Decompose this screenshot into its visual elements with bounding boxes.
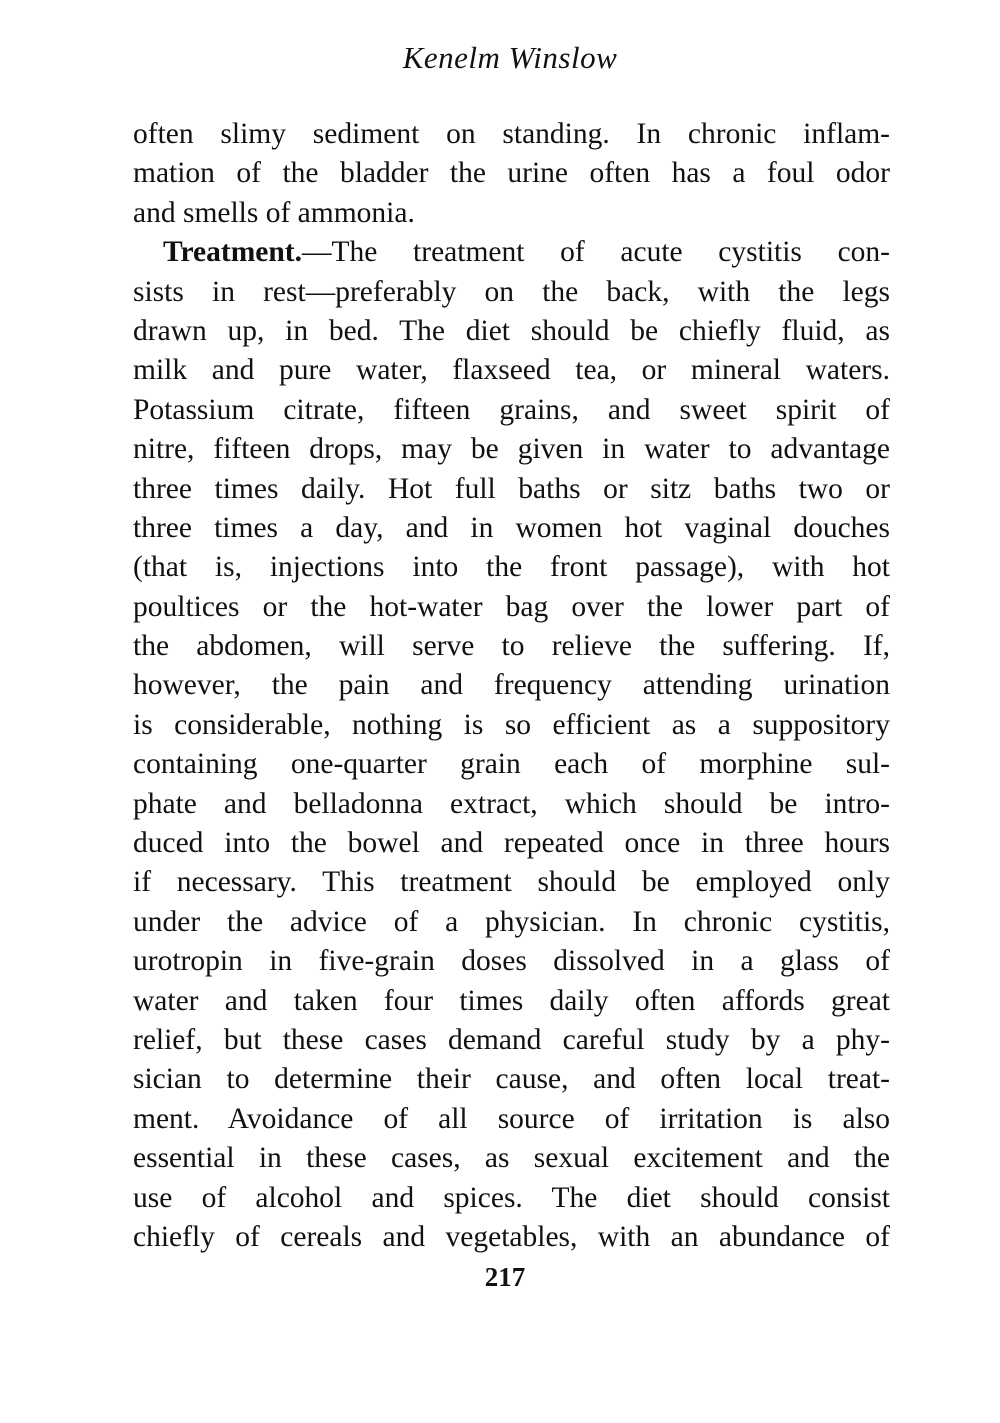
text-line: if necessary. This treatment should be employed only <box>133 866 890 899</box>
text-line: urotropin in five-grain doses dissolved in a glass of <box>133 945 890 978</box>
text-line: however, the pain and frequency attending urination <box>133 669 890 702</box>
text-line: nitre, fifteen drops, may be given in water to advantage <box>133 433 890 466</box>
page-body <box>133 115 890 1257</box>
text-line: mation of the bladder the urine often has a foul odor <box>133 157 890 190</box>
text-line: use of alcohol and spices. The diet should consist <box>133 1181 890 1214</box>
page-number: 217 <box>484 1262 526 1292</box>
section-heading-treatment: Treatment. <box>163 236 302 269</box>
text-line: milk and pure water, flaxseed tea, or mineral waters. <box>133 354 890 387</box>
text-line: the abdomen, will serve to relieve the suffering. If, <box>133 630 890 663</box>
text-line: poultices or the hot-water bag over the lower part of <box>133 590 890 623</box>
text-line: ment. Avoidance of all source of irritation is also <box>133 1102 890 1135</box>
text-line: sician to determine their cause, and often local treat- <box>133 1063 890 1096</box>
text-line: duced into the bowel and repeated once in three hours <box>133 827 890 860</box>
text-line: sists in rest—preferably on the back, with the legs <box>133 275 890 308</box>
text-line: —The treatment of acute cystitis con- <box>302 236 890 269</box>
running-title: Kenelm Winslow <box>402 40 618 75</box>
text-line: chiefly of cereals and vegetables, with an abundance of <box>133 1220 890 1253</box>
text-line: (that is, injections into the front passage), with hot <box>133 551 890 584</box>
treatment-paragraph-start <box>133 233 890 272</box>
text-line: three times daily. Hot full baths or sitz baths two or <box>133 472 890 505</box>
text-line: often slimy sediment on standing. In chronic inflam- <box>133 118 890 150</box>
text-line: is considerable, nothing is so efficient as a suppository <box>133 708 890 741</box>
text-line: drawn up, in bed. The diet should be chiefly fluid, as <box>133 314 890 347</box>
text-line: essential in these cases, as sexual excitement and the <box>133 1142 890 1175</box>
text-line: three times a day, and in women hot vaginal douches <box>133 511 890 544</box>
text-line: and smells of ammonia. <box>133 196 415 229</box>
text-line: phate and belladonna extract, which should be intro- <box>133 787 890 820</box>
text-line: relief, but these cases demand careful study by a phy- <box>133 1023 890 1056</box>
text-line: under the advice of a physician. In chronic cystitis, <box>133 905 890 938</box>
text-line: Potassium citrate, fifteen grains, and sweet spirit of <box>133 393 890 426</box>
text-line: water and taken four times daily often affords great <box>133 984 890 1017</box>
text-line: containing one-quarter grain each of morphine sul- <box>133 748 890 781</box>
